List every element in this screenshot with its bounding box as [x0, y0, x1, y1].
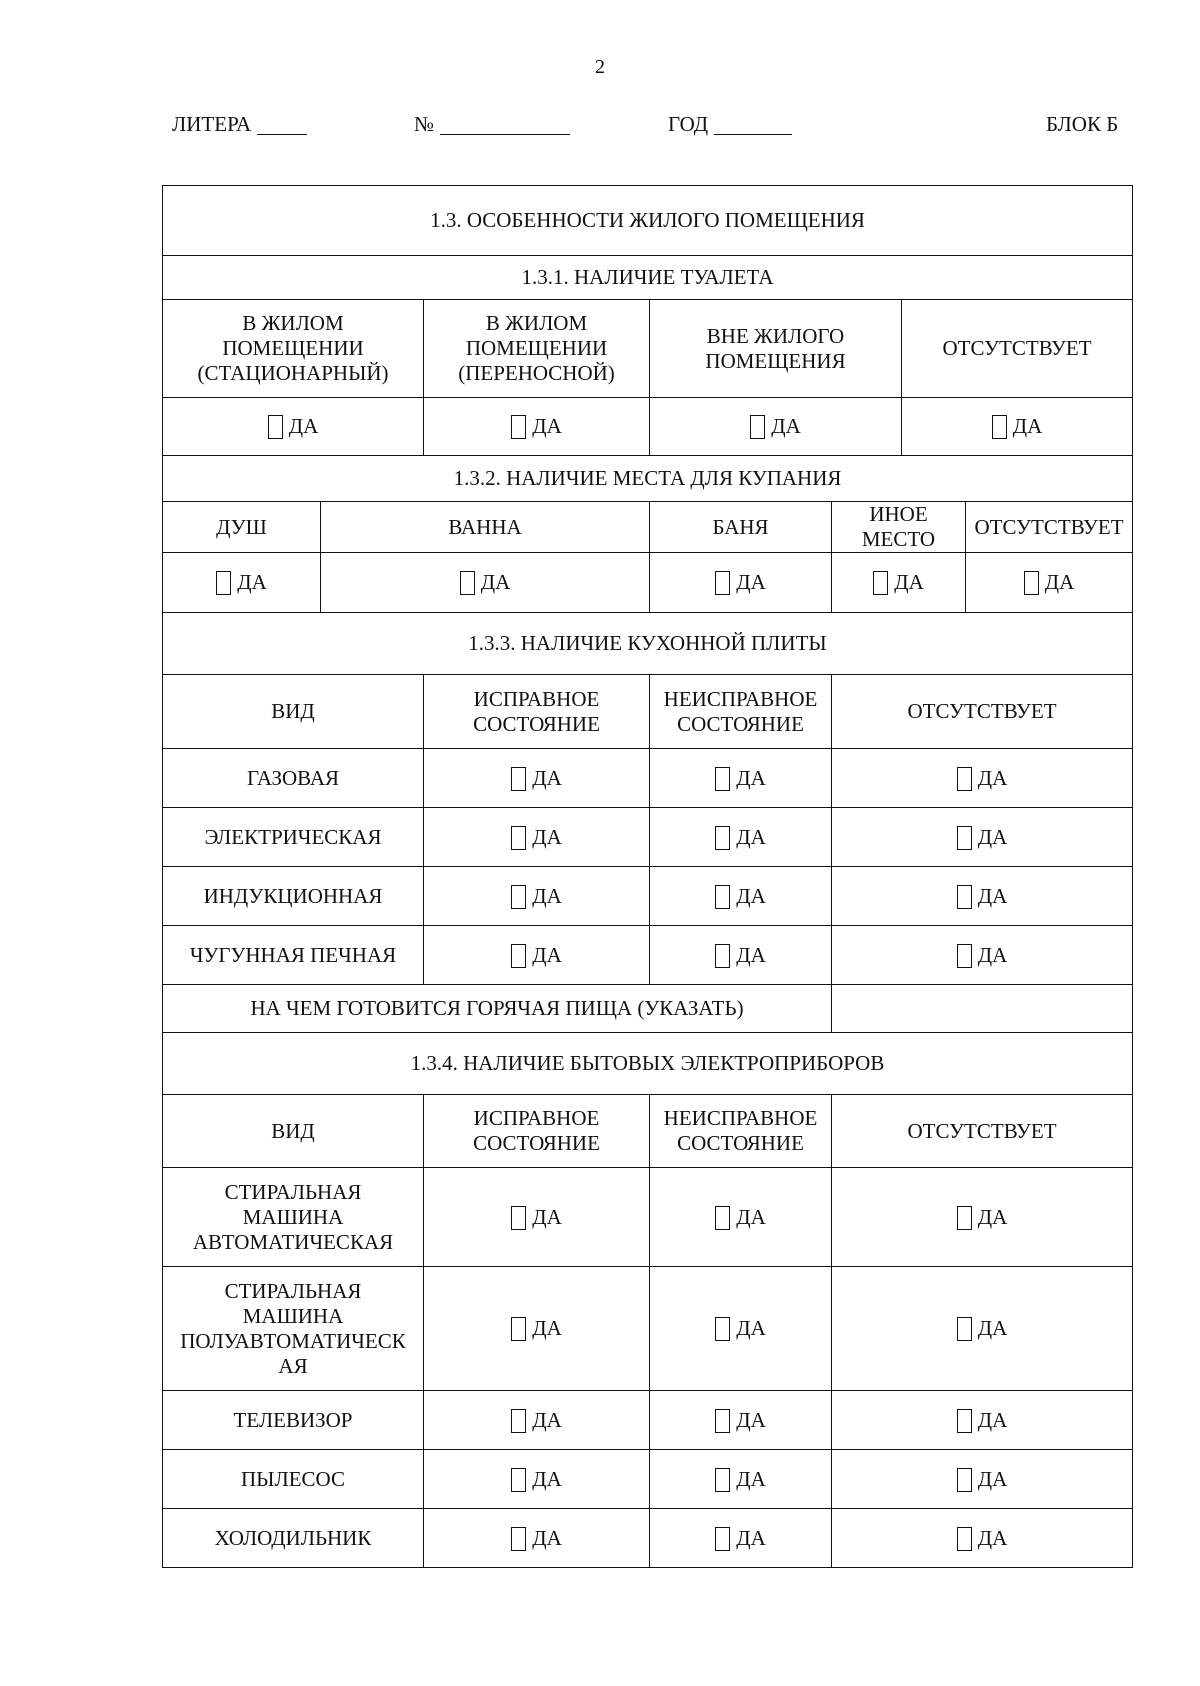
checkbox[interactable] [715, 1317, 730, 1341]
checkbox[interactable] [957, 1206, 972, 1230]
checkbox[interactable] [511, 1206, 526, 1230]
bathing-title: 1.3.2. НАЛИЧИЕ МЕСТА ДЛЯ КУПАНИЯ [163, 456, 1133, 502]
checkbox[interactable] [715, 944, 730, 968]
checkbox[interactable] [216, 571, 231, 595]
checkbox[interactable] [957, 944, 972, 968]
bathing-col-header: ИНОЕ МЕСТО [832, 502, 966, 553]
number-field [414, 112, 570, 137]
checkbox[interactable] [957, 1317, 972, 1341]
appliance-option[interactable]: ДА [832, 1168, 1133, 1267]
appliance-row-label: ХОЛОДИЛЬНИК [163, 1509, 424, 1568]
number-input[interactable] [440, 116, 570, 135]
checkbox[interactable] [873, 571, 888, 595]
checkbox[interactable] [992, 415, 1007, 439]
toilet-col-header: ВНЕ ЖИЛОГО ПОМЕЩЕНИЯ [650, 300, 902, 398]
stove-option[interactable]: ДА [424, 867, 650, 926]
toilet-option[interactable]: ДА [902, 398, 1133, 456]
bathing-col-header: ВАННА [321, 502, 650, 553]
litera-label: ЛИТЕРА [172, 112, 252, 136]
stove-row-label: ГАЗОВАЯ [163, 749, 424, 808]
hot-food-label: НА ЧЕМ ГОТОВИТСЯ ГОРЯЧАЯ ПИЩА (УКАЗАТЬ) [163, 985, 832, 1033]
stove-row-label: ЭЛЕКТРИЧЕСКАЯ [163, 808, 424, 867]
stove-col-header: ОТСУТСТВУЕТ [832, 675, 1133, 749]
checkbox[interactable] [957, 767, 972, 791]
appliance-option[interactable]: ДА [424, 1168, 650, 1267]
checkbox[interactable] [957, 885, 972, 909]
stove-title: 1.3.3. НАЛИЧИЕ КУХОННОЙ ПЛИТЫ [163, 613, 1133, 675]
year-label: ГОД [668, 112, 709, 136]
stove-option[interactable]: ДА [424, 749, 650, 808]
bathing-option[interactable]: ДА [650, 553, 832, 613]
checkbox[interactable] [511, 826, 526, 850]
bathing-col-header: БАНЯ [650, 502, 832, 553]
bathing-col-header: ДУШ [163, 502, 321, 553]
appliance-option[interactable]: ДА [650, 1450, 832, 1509]
appliance-col-header: ИСПРАВНОЕ СОСТОЯНИЕ [424, 1095, 650, 1168]
stove-option[interactable]: ДА [424, 926, 650, 985]
stove-col-header: ВИД [163, 675, 424, 749]
appliance-row-label: СТИРАЛЬНАЯ МАШИНА АВТОМАТИЧЕСКАЯ [163, 1168, 424, 1267]
stove-option[interactable]: ДА [424, 808, 650, 867]
toilet-option[interactable]: ДА [650, 398, 902, 456]
bathing-option[interactable]: ДА [966, 553, 1133, 613]
checkbox[interactable] [715, 826, 730, 850]
year-input[interactable] [714, 116, 792, 135]
checkbox[interactable] [715, 1409, 730, 1433]
appliance-col-header: ВИД [163, 1095, 424, 1168]
checkbox[interactable] [511, 415, 526, 439]
checkbox[interactable] [715, 571, 730, 595]
checkbox[interactable] [715, 1206, 730, 1230]
checkbox[interactable] [715, 1527, 730, 1551]
appliance-col-header: ОТСУТСТВУЕТ [832, 1095, 1133, 1168]
appliance-row-label: ТЕЛЕВИЗОР [163, 1391, 424, 1450]
appliance-option[interactable]: ДА [424, 1267, 650, 1391]
toilet-title: 1.3.1. НАЛИЧИЕ ТУАЛЕТА [163, 256, 1133, 300]
stove-option[interactable]: ДА [832, 749, 1133, 808]
checkbox[interactable] [715, 767, 730, 791]
appliance-option[interactable]: ДА [650, 1391, 832, 1450]
checkbox[interactable] [511, 944, 526, 968]
checkbox[interactable] [957, 1409, 972, 1433]
appliance-option[interactable]: ДА [832, 1450, 1133, 1509]
appliances-title: 1.3.4. НАЛИЧИЕ БЫТОВЫХ ЭЛЕКТРОПРИБОРОВ [163, 1033, 1133, 1095]
stove-option[interactable]: ДА [650, 926, 832, 985]
stove-option[interactable]: ДА [650, 749, 832, 808]
toilet-col-header: ОТСУТСТВУЕТ [902, 300, 1133, 398]
bathing-option[interactable]: ДА [321, 553, 650, 613]
appliance-option[interactable]: ДА [650, 1168, 832, 1267]
checkbox[interactable] [957, 1468, 972, 1492]
appliance-option[interactable]: ДА [650, 1267, 832, 1391]
stove-option[interactable]: ДА [650, 808, 832, 867]
bathing-option[interactable]: ДА [832, 553, 966, 613]
checkbox[interactable] [511, 1317, 526, 1341]
bathing-option[interactable]: ДА [163, 553, 321, 613]
checkbox[interactable] [511, 1527, 526, 1551]
stove-row-label: ЧУГУННАЯ ПЕЧНАЯ [163, 926, 424, 985]
block-label: БЛОК Б [1046, 112, 1119, 136]
appliance-option[interactable]: ДА [424, 1450, 650, 1509]
stove-option[interactable]: ДА [832, 808, 1133, 867]
toilet-option[interactable]: ДА [424, 398, 650, 456]
appliance-option[interactable]: ДА [832, 1391, 1133, 1450]
stove-col-header: ИСПРАВНОЕ СОСТОЯНИЕ [424, 675, 650, 749]
checkbox[interactable] [511, 1409, 526, 1433]
number-label: № [414, 112, 435, 136]
checkbox[interactable] [511, 767, 526, 791]
appliance-option[interactable]: ДА [424, 1509, 650, 1568]
stove-option[interactable]: ДА [650, 867, 832, 926]
bathing-col-header: ОТСУТСТВУЕТ [966, 502, 1133, 553]
appliance-row-label: СТИРАЛЬНАЯ МАШИНА ПОЛУАВТОМАТИЧЕСК АЯ [163, 1267, 424, 1391]
checkbox[interactable] [957, 1527, 972, 1551]
hot-food-answer-field[interactable] [832, 985, 1133, 1033]
checkbox[interactable] [750, 415, 765, 439]
stove-option[interactable]: ДА [832, 867, 1133, 926]
litera-input[interactable] [257, 116, 307, 135]
checkbox[interactable] [511, 885, 526, 909]
checkbox[interactable] [715, 885, 730, 909]
page-number: 2 [595, 56, 605, 78]
checkbox[interactable] [511, 1468, 526, 1492]
year-field [668, 112, 792, 137]
survey-table [162, 185, 1133, 1568]
appliance-row-label: ПЫЛЕСОС [163, 1450, 424, 1509]
stove-row-label: ИНДУКЦИОННАЯ [163, 867, 424, 926]
appliance-option[interactable]: ДА [832, 1509, 1133, 1568]
checkbox[interactable] [1024, 571, 1039, 595]
checkbox[interactable] [460, 571, 475, 595]
checkbox[interactable] [957, 826, 972, 850]
stove-col-header: НЕИСПРАВНОЕ СОСТОЯНИЕ [650, 675, 832, 749]
toilet-col-header: В ЖИЛОМ ПОМЕЩЕНИИ (ПЕРЕНОСНОЙ) [424, 300, 650, 398]
appliance-option[interactable]: ДА [424, 1391, 650, 1450]
appliance-option[interactable]: ДА [832, 1267, 1133, 1391]
appliance-option[interactable]: ДА [650, 1509, 832, 1568]
checkbox[interactable] [715, 1468, 730, 1492]
checkbox[interactable] [268, 415, 283, 439]
appliance-col-header: НЕИСПРАВНОЕ СОСТОЯНИЕ [650, 1095, 832, 1168]
stove-option[interactable]: ДА [832, 926, 1133, 985]
toilet-col-header: В ЖИЛОМ ПОМЕЩЕНИИ (СТАЦИОНАРНЫЙ) [163, 300, 424, 398]
litera-field [172, 112, 307, 137]
main-title: 1.3. ОСОБЕННОСТИ ЖИЛОГО ПОМЕЩЕНИЯ [163, 186, 1133, 256]
toilet-option[interactable]: ДА [163, 398, 424, 456]
